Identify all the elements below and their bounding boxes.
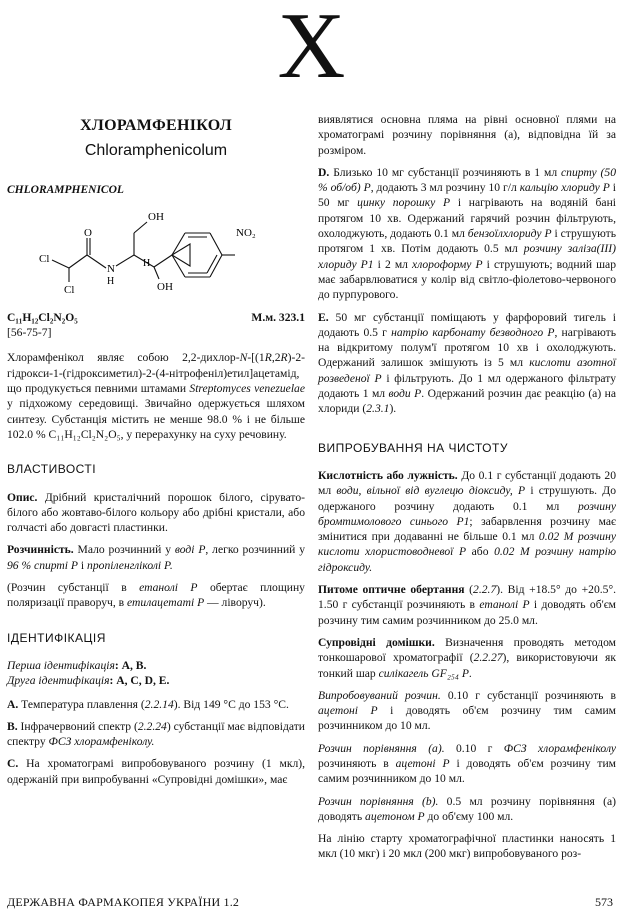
monograph-title: ХЛОРАМФЕНІКОЛ <box>80 117 232 134</box>
stereo-h-label: H <box>143 257 151 269</box>
footer-title: ДЕРЖАВНА ФАРМАКОПЕЯ УКРАЇНИ 1.2 <box>7 895 240 909</box>
reference-b-paragraph: Розчин порівняння (b). 0.5 мл розчину порівняння (а) доводять ацетоном Р до об'єму 100 мл. <box>318 794 616 823</box>
acidity-paragraph: Кислотність або лужність. До 0.1 г субстанції додають 20 мл води, вільної від вуглецю діоксиду, Р і струшують. До одержаного розчину додають 0.1 мл розчину бромтимолового синього Р1; забарвлення розчину має змінитися при додаванні не більше 0.1 мл 0.02 М розчину кислоти хлористоводневої Р або 0.02 М розчину натрію гідроксиду. <box>318 468 617 574</box>
cas-number: [56-75-7] <box>7 326 52 340</box>
section-letter: X <box>277 0 346 98</box>
no2-label: NO₂ <box>236 226 256 239</box>
purity-heading: ВИПРОБУВАННЯ НА ЧИСТОТУ <box>318 440 508 455</box>
molecular-weight: М.м. 323.1 <box>251 310 305 324</box>
test-solution-paragraph: Випробовуваний розчин. 0.10 г субстанції розчиняють в ацетоні Р і доводять об'єм розчину тим самим розчинником до 10 мл. <box>318 688 616 733</box>
nh-h-label: H <box>107 275 115 287</box>
oh-top-label: OH <box>148 210 164 223</box>
left-column <box>7 112 305 794</box>
test-d-paragraph: D. Близько 10 мг субстанції розчиняють в 1 мл спирту (50 % об/об) Р, додають 3 мл розчину 10 г/л кальцію хлориду Р і 50 мг цинку порошку Р і нагрівають на водяній бані протягом 10 хв. Одержаний гарячий розчин фільтрують, охолоджують, додають 0.1 мл бензоїлхлориду Р і струшують протягом 1 хв. Потім додають 0.5 мл розчину заліза(ІІІ) хлориду Р1 і 2 мл хлороформу Р і струшують; водний шар має забарвлюватися у колір від світло-фіолетово-червоного до пурпурового. <box>318 165 617 302</box>
solubility-paragraph: Розчинність. Мало розчинний у воді Р, легко розчинний у 96 % спирті Р і пропіленгліколі Р. <box>7 543 306 572</box>
definition-paragraph: Хлорамфенікол являє собою 2,2-дихлор-N-[(1R,2R)-2-гідрокси-1-(гідроксиметил)-2-(4-нітрофеніл)етил]ацетамід, що продукується певними штамами Streptomyces venezuelae у підхожому середовищі. Звичайно одержується шляхом синтезу. Субстанція містить не менше 98.0 % і не більше 102.0 % C₁₁H₁₂Cl₂N₂O₅, у перерахунку на суху речовину. <box>7 351 305 441</box>
identification-order: Перша ідентифікація: А, В. Друга ідентифікація: А, С, D, Е. <box>7 658 170 688</box>
test-b-paragraph: В. Інфрачервоний спектр (2.2.24) субстанції має відповідати спектру ФСЗ хлорамфеніколу. <box>7 719 305 749</box>
reference-a-paragraph: Розчин порівняння (а). 0.10 г ФСЗ хлорамфеніколу розчиняють в ацетоні Р і доводять об'єм розчину тим самим розчинником до 10 мл. <box>318 741 617 786</box>
application-paragraph: На лінію старту хроматографічної пластинки наносять 1 мкл (10 мкг) і 20 мкл (200 мкг) випробовуваного роз- <box>318 832 616 861</box>
related-substances-paragraph: Супровідні домішки. Визначення проводять методом тонкошарової хроматографії (2.2.27), використовуючи як тонкий шар силікагель GF₂₅₄ Р. <box>318 635 616 680</box>
formula-row <box>7 310 305 325</box>
test-e-paragraph: Е. 50 мг субстанції поміщають у фарфоровий тигель і додають 0.5 г натрію карбонату безводного Р, нагрівають на відкритому полум'ї протягом 10 хв і охолоджують. Одержаний залишок змішують із 5 мл кислоти азотної розведеної Р і фільтрують. До 1 мл одержаного фільтрату додають 1 мл води Р. Одержаний розчин дає реакцію (а) на хлориди (2.3.1). <box>318 310 616 416</box>
oh-bottom-label: OH <box>157 280 173 293</box>
chlorine-2-label: Cl <box>64 283 75 296</box>
rotation-note: (Розчин субстанції в етанолі Р обертає площину поляризації праворуч, в етилацетаті Р — ліворуч). <box>7 581 305 610</box>
structural-formula <box>7 200 305 308</box>
test-c-continuation: виявлятися основна пляма на рівні основної плями на хроматограмі розчину порівняння (а), відповідна їй за розміром. <box>318 113 616 157</box>
properties-heading: ВЛАСТИВОСТІ <box>7 462 97 477</box>
optical-rotation-paragraph: Питоме оптичне обертання (2.2.7). Від +18.5° до +20.5°. 1.50 г субстанції розчиняють в етанолі Р і доводять об'єм розчину тим самим розчинником до 25.0 мл. <box>318 583 617 627</box>
test-a-paragraph: А. Температура плавлення (2.2.14). Від 149 °С до 153 °С. <box>7 697 289 711</box>
molecular-formula: C₁₁H₁₂Cl₂N₂O₅ <box>7 310 78 324</box>
identification-heading: ІДЕНТИФІКАЦІЯ <box>7 630 106 645</box>
english-name: CHLORAMPHENICOL <box>7 183 124 196</box>
latin-name: Chloramphenicolum <box>84 142 228 160</box>
description-paragraph: Опис. Дрібний кристалічний порошок білого, сірувато-білого або жовтаво-білого кольору або дрібні кристали, або голчасті або довгасті пластинки. <box>7 490 305 535</box>
nh-n-label: N <box>107 262 115 275</box>
test-c-paragraph: С. На хроматограмі випробовуваного розчину (1 мкл), одержаній при випробуванні «Супровідні домішки», має <box>7 757 305 786</box>
page-number: 573 <box>595 895 613 909</box>
right-column <box>318 112 616 869</box>
chlorine-1-label: Cl <box>39 252 50 265</box>
carbonyl-o-label: O <box>84 226 92 239</box>
